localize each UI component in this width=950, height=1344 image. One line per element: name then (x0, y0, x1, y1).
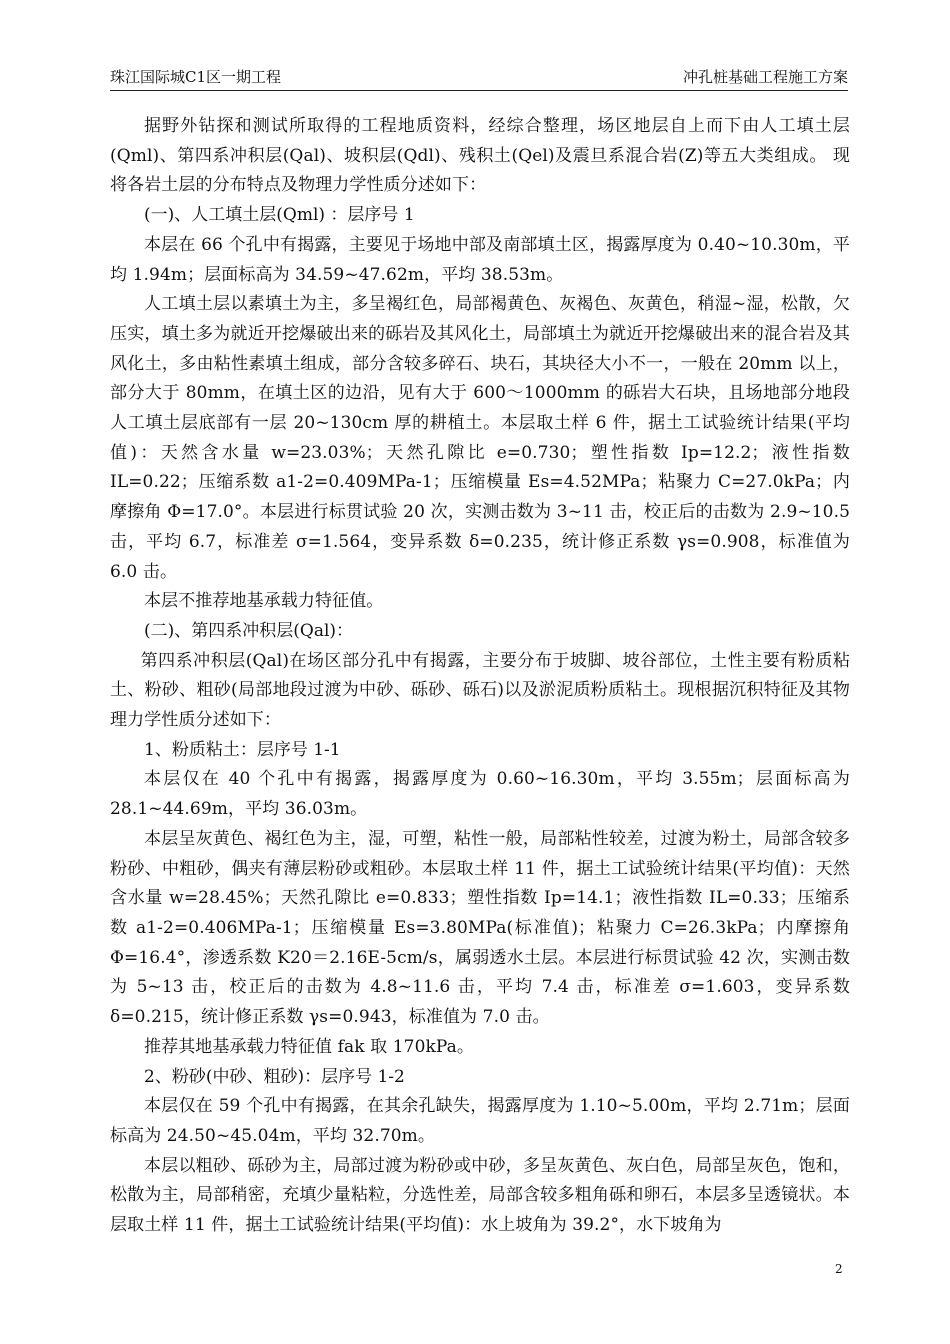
silt-sand-distribution-paragraph: 本层仅在 59 个孔中有揭露，在其余孔缺失，揭露厚度为 1.10~5.00m，平均 2.71m；层面标高为 24.50~45.04m，平均 32.70m。 (110, 1096, 850, 1146)
header-document-title: 冲孔桩基础工程施工方案 (682, 68, 848, 86)
alluvial-overview-paragraph: 第四系冲积层(Qal)在场区部分孔中有揭露，主要分布于坡脚、坡谷部位，土性主要有粉质粘土、粉砂、粗砂(局部地段过渡为中砂、砾砂、砾石)以及淤泥质粉质粘土。现根据沉积特征及其物理力学性质分述如下： (110, 650, 850, 731)
silty-clay-bearing-note: 推荐其地基承载力特征值 fak 取 170kPa。 (144, 1036, 474, 1057)
silty-clay-distribution-paragraph: 本层仅在 40 个孔中有揭露，揭露厚度为 0.60~16.30m，平均 3.55m；层面标高为 28.1~44.69m，平均 36.03m。 (110, 769, 850, 820)
silty-clay-properties-paragraph: 本层呈灰黄色、褐红色为主，湿，可塑，粘性一般，局部粘性较差，过渡为粉土，局部含较多粉砂、中粗砂，偶夹有薄层粉砂或粗砂。本层取土样 11 件，据土工试验统计结果(平均值)：天然含水量 w=28.45%；天然孔隙比 e=0.833；塑性指数 Ip=14.1；液性指数 IL=0.33；压缩系数 a1-2=0.406MPa-1；压缩模量 Es=3.80MPa(标准值)；粘聚力 C=26.3kPa；内摩擦角 Φ=16.4°，渗透系数 K20＝2.16E-5cm/s，属弱透水土层。本层进行标贯试验 42 次，实测击数为 5~13 击，校正后的击数为 4.8~11.6 击，平均 7.4 击，标准差 σ=1.603，变异系数 δ=0.215，统计修正系数 γs=0.943，标准值为 7.0 击。 (110, 828, 850, 1028)
page-number: 2 (835, 1262, 843, 1276)
page-header (110, 64, 848, 91)
subsection-heading-silt-sand: 2、粉砂(中砂、粗砂)：层序号 1-2 (144, 1066, 405, 1087)
document-body (110, 112, 850, 1241)
fill-properties-paragraph: 人工填土层以素填土为主，多呈褐红色，局部褐黄色、灰褐色、灰黄色，稍湿~湿，松散，欠压实，填土多为就近开挖爆破出来的砾岩及其风化土，局部填土为就近开挖爆破出来的混合岩及其风化土，多由粘性素填土组成，部分含较多碎石、块石，其块径大小不一，一般在 20mm 以上，部分大于 80mm，在填土区的边沿，见有大于 600～1000mm 的砾岩大石块，且场地部分地段人工填土层底部有一层 20~130cm 厚的耕植土。本层取土样 6 件，据土工试验统计结果(平均值)：天然含水量 w=23.03%；天然孔隙比 e=0.730；塑性指数 Ip=12.2；液性指数 IL=0.22；压缩系数 a1-2=0.409MPa-1；压缩模量 Es=4.52MPa；粘聚力 C=27.0kPa；内摩擦角 Φ=17.0°。本层进行标贯试验 20 次，实测击数为 3~11 击，校正后的击数为 2.9~10.5 击，平均 6.7，标准差 σ=1.564，变异系数 δ=0.235，统计修正系数 γs=0.908，标准值为 6.0 击。 (110, 294, 850, 582)
section-heading-alluvial: (二)、第四系冲积层(Qal)： (144, 620, 354, 641)
fill-distribution-paragraph: 本层在 66 个孔中有揭露，主要见于场地中部及南部填土区，揭露厚度为 0.40~10.30m，平均 1.94m；层面标高为 34.59~47.62m，平均 38.53m。 (110, 234, 850, 285)
section-heading-fill: (一)、人工填土层(Qml) ：层序号 1 (144, 205, 415, 226)
silt-sand-properties-paragraph: 本层以粗砂、砾砂为主，局部过渡为粉砂或中砂，多呈灰黄色、灰白色，局部呈灰色，饱和，松散为主，局部稍密，充填少量粘粒，分选性差，局部含较多粗角砾和卵石，本层多呈透镜状。本层取土样 11 件，据土工试验统计结果(平均值)：水上坡角为 39.2°，水下坡角为 (110, 1155, 850, 1236)
header-project-name: 珠江国际城C1区一期工程 (110, 68, 282, 86)
fill-bearing-note: 本层不推荐地基承载力特征值。 (144, 591, 384, 612)
subsection-heading-silty-clay: 1、粉质粘土：层序号 1-1 (144, 739, 341, 760)
intro-paragraph: 据野外钻探和测试所取得的工程地质资料，经综合整理，场区地层自上而下由人工填土层(Qml)、第四系冲积层(Qal)、坡积层(Qdl)、残积土(Qel)及震旦系混合岩(Z)等五大类组成。 现将各岩土层的分布特点及物理力学性质分述如下： (110, 116, 850, 196)
